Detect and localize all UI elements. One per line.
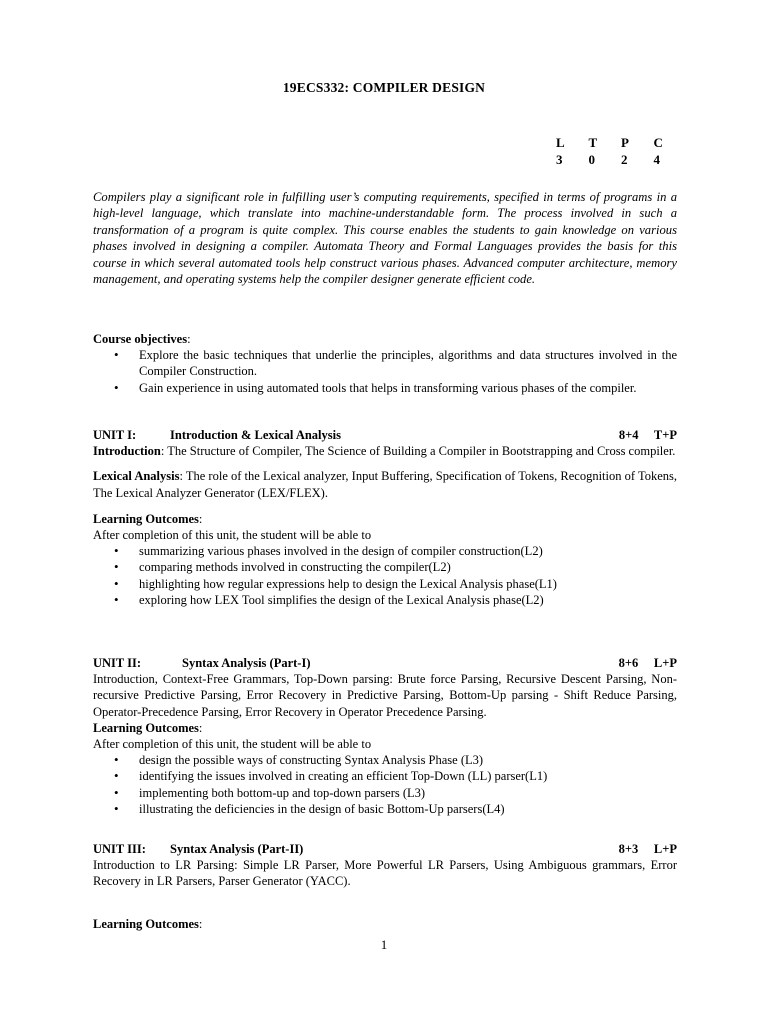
unit-1-outcomes-list [93,543,677,608]
lexical-label: Lexical Analysis [93,469,180,484]
unit-3-outcomes-heading: Learning Outcomes [93,916,199,931]
objective-item: • Explore the basic techniques that underlie the principles, algorithms and data structures involved in the Compiler Construction. [93,347,677,379]
ltpc-header-t: T [588,135,598,150]
unit-1-hours: 8+4 T+P [618,428,677,442]
unit-1-section: UNIT I: Introduction & Lexical Analysis 8+4 T+P Introduction: The Structure of Compiler, The Science of Building a Compiler in Bootstrapping and Cross compiler. Lexical Analysis: The role of the Lexical analyzer, Input Buffering, Specification of Tokens, Recognition of Tokens, The Lexical Analyzer Generator (LEX/FLEX). Learning Outcomes: After completion of this unit, the student will be able to • summarizing various phases involved in the design of compiler construction(L2) • comparing methods involved in constructing the compiler(L2) • highlighting how regular expressions help to design the Lexical Analysis phase(L1) • exploring how LEX Tool simplifies the design of the Lexical Analysis phase(L2) [93,427,677,608]
ltpc-value-row [548,152,678,169]
outcome-item: • exploring how LEX Tool simplifies the design of the Lexical Analysis phase(L2) [93,592,677,608]
unit-2-content: Introduction, Context-Free Grammars, Top-Down parsing: Brute force Parsing, Recursive Descent Parsing, Non-recursive Predictive Parsing, Error Recovery in Predictive Parsing, Bottom-Up parsing - Shift Reduce Parsing, Operator-Precedence Parsing, Error Recovery in Operator Precedence Parsing. [93,672,677,719]
unit-1-heading [93,427,677,443]
ltpc-table [548,135,678,169]
unit-1-outcomes-intro: After completion of this unit, the student will be able to [93,528,372,543]
ltpc-value-p: 2 [621,152,628,167]
outcome-item: • implementing both bottom-up and top-down parsers (L3) [93,785,677,801]
outcome-item: • identifying the issues involved in creating an efficient Top-Down (LL) parser(L1) [93,768,677,784]
unit-2-outcomes-intro: After completion of this unit, the student will be able to [93,737,372,752]
course-title: 19ECS332: COMPILER DESIGN [282,80,486,95]
outcome-item: • illustrating the deficiencies in the design of basic Bottom-Up parsers(L4) [93,801,677,817]
intro-text: : The Structure of Compiler, The Science of Building a Compiler in Bootstrapping and Cross compiler. [160,444,676,459]
unit-2-heading [93,655,677,671]
unit-1-outcomes-heading: Learning Outcomes [93,511,199,526]
page-number: 1 [380,937,388,952]
unit-3-section: UNIT III: Syntax Analysis (Part-II) 8+3 L+P Introduction to LR Parsing: Simple LR Parser, More Powerful LR Parsers, Using Ambiguous grammars, Error Recovery in LR Parsers, Parser Generator (YACC). Learning Outcomes: [93,842,677,931]
objectives-list [93,347,677,396]
ltpc-header-l: L [556,135,565,150]
unit-3-hours: 8+3 L+P [618,842,677,856]
outcome-item: • comparing methods involved in constructing the compiler(L2) [93,559,677,575]
course-description: Compilers play a significant role in fulfilling user’s computing requirements, specified in terms of programs in a high-level language, which translate into machine-understandable form. The process involved in such a transformation of a program is quite complex. This course enables the students to gain knowledge on various phases involved in designing a compiler. Automata Theory and Formal Languages provides the basis for this course in which several automated tools help construct various phases. Advanced computer architecture, memory management, and operating systems help the compiler designer generate efficient code. [93,190,677,287]
intro-label: Introduction [93,444,161,459]
objective-item: • Gain experience in using automated tools that helps in transforming various phases of the compiler. [93,380,677,396]
lexical-text: : The role of the Lexical analyzer, Input Buffering, Specification of Tokens, Recognition of Tokens, The Lexical Analyzer Generator (LEX/FLEX). [93,469,677,500]
unit-1-name: Introduction & Lexical Analysis [170,428,341,442]
ltpc-value-c: 4 [653,152,660,167]
unit-3-name: Syntax Analysis (Part-II) [170,842,304,856]
unit-1-introduction [93,443,677,459]
ltpc-value-t: 0 [588,152,595,167]
ltpc-header-row [548,135,678,152]
unit-2-name: Syntax Analysis (Part-I) [182,656,311,670]
unit-3-heading [93,841,677,857]
ltpc-header-c: C [653,135,663,150]
unit-2-label: UNIT II: [93,656,142,670]
unit-2-hours: 8+6 L+P [618,656,677,670]
unit-3-label: UNIT III: [93,842,146,856]
unit-2-outcomes-heading: Learning Outcomes [93,720,199,735]
unit-3-content: Introduction to LR Parsing: Simple LR Parser, More Powerful LR Parsers, Using Ambiguous grammars, Error Recovery in LR Parsers, Parser Generator (YACC). [93,858,677,889]
unit-2-section: UNIT II: Syntax Analysis (Part-I) 8+6 L+P Introduction, Context-Free Grammars, Top-Down parsing: Brute force Parsing, Recursive Descent Parsing, Non-recursive Predictive Parsing, Error Recovery in Predictive Parsing, Bottom-Up parsing - Shift Reduce Parsing, Operator-Precedence Parsing, Error Recovery in Operator Precedence Parsing. Learning Outcomes: After completion of this unit, the student will be able to • design the possible ways of constructing Syntax Analysis Phase (L3) • identifying the issues involved in creating an efficient Top-Down (LL) parser(L1) • implementing both bottom-up and top-down parsers (L3) • illustrating the deficiencies in the design of basic Bottom-Up parsers(L4) [93,655,677,817]
unit-2-outcomes-list [93,752,677,817]
ltpc-value-l: 3 [556,152,563,167]
unit-1-lexical [93,468,677,500]
course-objectives-section: Course objectives: • Explore the basic techniques that underlie the principles, algorithms and data structures involved in the Compiler Construction. • Gain experience in using automated tools that helps in transforming various phases of the compiler. [93,331,677,396]
outcome-item: • design the possible ways of constructing Syntax Analysis Phase (L3) [93,752,677,768]
outcome-item: • summarizing various phases involved in the design of compiler construction(L2) [93,543,677,559]
ltpc-header-p: P [621,135,629,150]
outcome-item: • highlighting how regular expressions help to design the Lexical Analysis phase(L1) [93,576,677,592]
objectives-heading: Course objectives [93,332,188,346]
unit-1-label: UNIT I: [93,428,137,442]
